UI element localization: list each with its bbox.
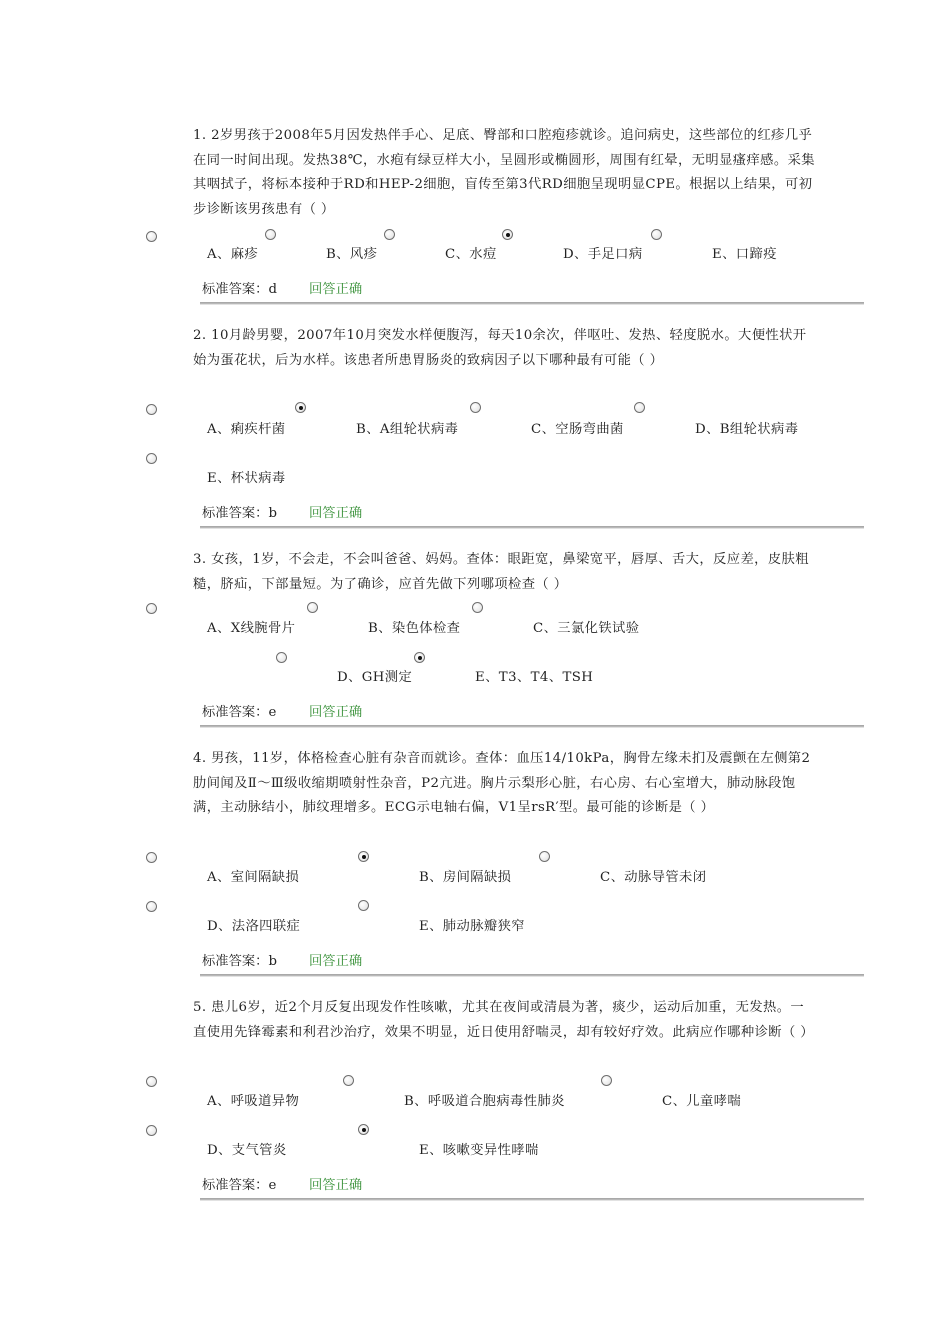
option-4-E: E、肺动脉瓣狭窄 — [419, 919, 525, 934]
result-1: 回答正确 — [309, 282, 363, 297]
radio-5-B[interactable] — [343, 1075, 354, 1086]
radio-3-E[interactable] — [414, 652, 425, 663]
option-2-B: B、A组轮状病毒 — [356, 422, 459, 437]
option-4-D: D、法洛四联症 — [207, 919, 301, 934]
radio-4-C[interactable] — [539, 851, 550, 862]
radio-5-A[interactable] — [146, 1076, 157, 1087]
result-5: 回答正确 — [309, 1178, 363, 1193]
standard-answer-1: 标准答案：d — [202, 282, 277, 297]
radio-4-E[interactable] — [358, 900, 369, 911]
radio-4-A[interactable] — [146, 852, 157, 863]
divider-3 — [200, 725, 864, 728]
radio-5-E[interactable] — [358, 1124, 369, 1135]
option-5-D: D、支气管炎 — [207, 1143, 287, 1158]
radio-2-B[interactable] — [295, 402, 306, 413]
option-4-A: A、室间隔缺损 — [207, 870, 300, 885]
radio-1-E[interactable] — [651, 229, 662, 240]
radio-1-C[interactable] — [384, 229, 395, 240]
option-2-C: C、空肠弯曲菌 — [531, 422, 624, 437]
option-1-C: C、水痘 — [445, 247, 497, 262]
radio-1-D[interactable] — [502, 229, 513, 240]
standard-answer-2: 标准答案：b — [202, 506, 277, 521]
radio-3-A[interactable] — [146, 603, 157, 614]
standard-answer-4: 标准答案：b — [202, 954, 277, 969]
divider-5 — [200, 1198, 864, 1201]
standard-answer-3: 标准答案：e — [202, 705, 277, 720]
option-3-C: C、三氯化铁试验 — [533, 621, 640, 636]
option-1-B: B、风疹 — [326, 247, 378, 262]
radio-1-B[interactable] — [265, 229, 276, 240]
radio-5-D[interactable] — [146, 1125, 157, 1136]
option-5-C: C、儿童哮喘 — [662, 1094, 742, 1109]
option-5-A: A、呼吸道异物 — [207, 1094, 300, 1109]
radio-1-A[interactable] — [146, 231, 157, 242]
result-4: 回答正确 — [309, 954, 363, 969]
question-5-text: 5. 患儿6岁，近2个月反复出现发作性咳嗽，尤其在夜间或清晨为著，痰少，运动后加重，无发热。一直使用先锋霉素和利君沙治疗，效果不明显，近日使用舒喘灵，却有较好疗效。此病应作哪种诊断（ ） — [193, 1000, 814, 1040]
divider-1 — [200, 302, 864, 305]
radio-3-B[interactable] — [307, 602, 318, 613]
option-3-D: D、GH测定 — [337, 670, 413, 685]
option-3-E: E、T3、T4、TSH — [475, 670, 594, 685]
option-4-B: B、房间隔缺损 — [419, 870, 512, 885]
option-4-C: C、动脉导管未闭 — [600, 870, 707, 885]
divider-2 — [200, 526, 864, 529]
option-5-E: E、咳嗽变异性哮喘 — [419, 1143, 539, 1158]
radio-2-D[interactable] — [634, 402, 645, 413]
option-3-A: A、X线腕骨片 — [207, 621, 296, 636]
option-1-D: D、手足口病 — [563, 247, 643, 262]
option-1-A: A、麻疹 — [207, 247, 259, 262]
option-3-B: B、染色体检查 — [368, 621, 461, 636]
radio-2-E[interactable] — [146, 453, 157, 464]
radio-4-B[interactable] — [358, 851, 369, 862]
result-2: 回答正确 — [309, 506, 363, 521]
radio-2-A[interactable] — [146, 404, 157, 415]
option-1-E: E、口蹄疫 — [712, 247, 777, 262]
radio-2-C[interactable] — [470, 402, 481, 413]
option-2-E: E、杯状病毒 — [207, 471, 286, 486]
radio-5-C[interactable] — [601, 1075, 612, 1086]
question-2-text: 2. 10月龄男婴，2007年10月突发水样便腹泻，每天10余次，伴呕吐、发热、轻度脱水。大便性状开始为蛋花状，后为水样。该患者所患胃肠炎的致病因子以下哪种最有可能（ ） — [193, 328, 807, 368]
divider-4 — [200, 974, 864, 977]
question-3-text: 3. 女孩，1岁，不会走，不会叫爸爸、妈妈。查体：眼距宽，鼻梁宽平，唇厚、舌大，反应差，皮肤粗糙，脐疝，下部量短。为了确诊，应首先做下列哪项检查（ ） — [193, 552, 809, 592]
option-2-D: D、B组轮状病毒 — [695, 422, 799, 437]
question-4-text: 4. 男孩，11岁，体格检查心脏有杂音而就诊。查体：血压14/10kPa，胸骨左缘未扪及震颤在左侧第2肋间闻及Ⅱ～Ⅲ级收缩期喷射性杂音，P2亢进。胸片示梨形心脏，右心房、右心室增大，肺动脉段饱满，主动脉结小，肺纹理增多。ECG示电轴右偏，V1呈rsR′型。最可能的诊断是（ ） — [193, 751, 811, 815]
standard-answer-5: 标准答案：e — [202, 1178, 277, 1193]
result-3: 回答正确 — [309, 705, 363, 720]
option-2-A: A、痢疾杆菌 — [207, 422, 286, 437]
radio-3-D[interactable] — [276, 652, 287, 663]
question-1-text: 1. 2岁男孩于2008年5月因发热伴手心、足底、臀部和口腔疱疹就诊。追问病史，这些部位的红疹几乎在同一时间出现。发热38℃，水疱有绿豆样大小，呈圆形或椭圆形，周围有红晕，无明显瘙痒感。采集其咽拭子，将标本接种于RD和HEP-2细胞，盲传至第3代RD细胞呈现明显CPE。根据以上结果，可初步诊断该男孩患有（ ） — [193, 128, 815, 217]
radio-3-C[interactable] — [472, 602, 483, 613]
option-5-B: B、呼吸道合胞病毒性肺炎 — [404, 1094, 565, 1109]
radio-4-D[interactable] — [146, 901, 157, 912]
